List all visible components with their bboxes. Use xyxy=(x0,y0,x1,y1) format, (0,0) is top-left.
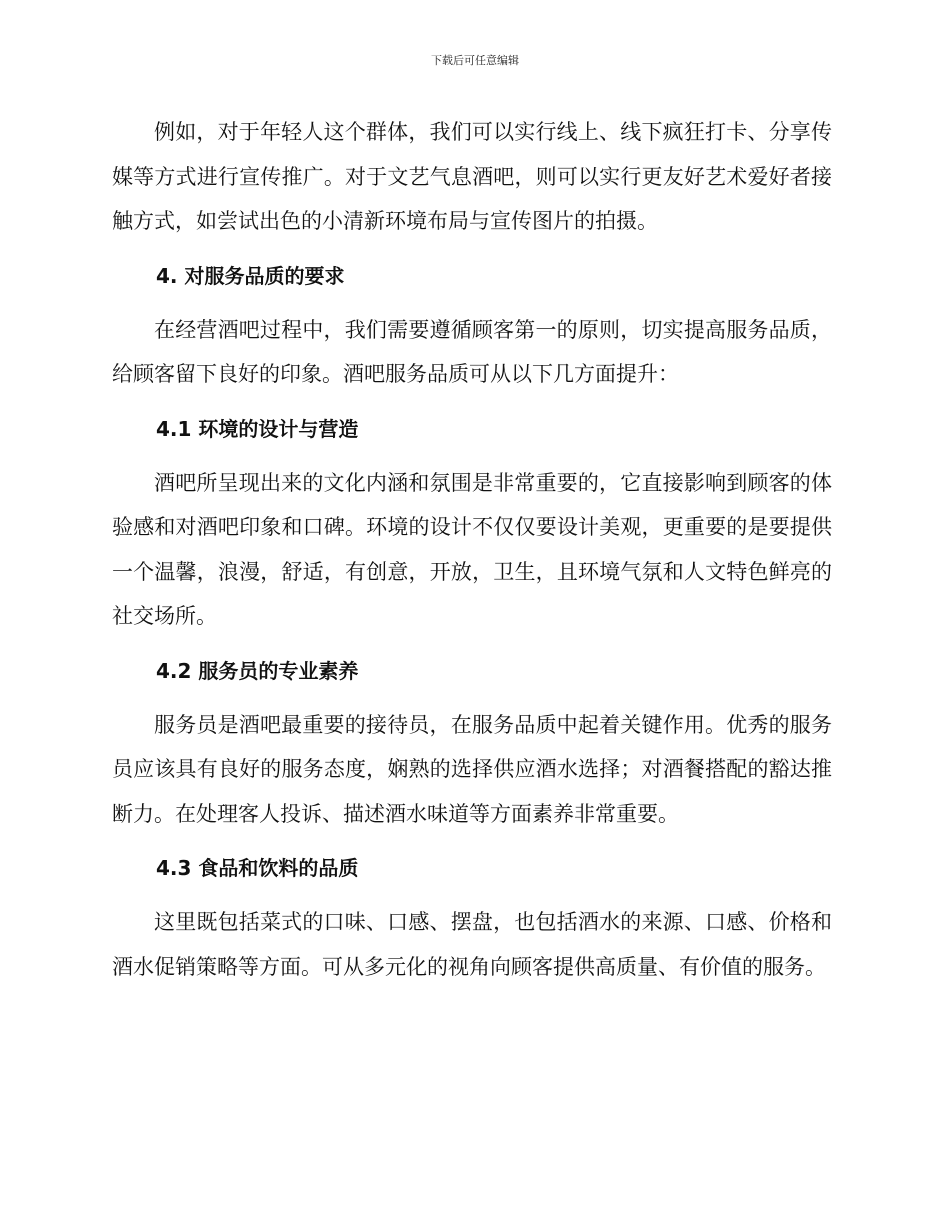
section-heading-environment: 4.1 环境的设计与营造 xyxy=(156,416,359,441)
paragraph-environment: 酒吧所呈现出来的文化内涵和氛围是非常重要的，它直接影响到顾客的体验感和对酒吧印象和口碑。环境的设计不仅仅要设计美观，更重要的是要提供一个温馨，浪漫，舒适，有创意，开放，卫生，且环境气氛和人文特色鲜亮的社交场所。 xyxy=(112,470,832,628)
paragraph-staff: 服务员是酒吧最重要的接待员，在服务品质中起着关键作用。优秀的服务员应该具有良好的服务态度，娴熟的选择供应酒水选择；对酒餐搭配的豁达推断力。在处理客人投诉、描述酒水味道等方面素养非常重要。 xyxy=(112,712,832,826)
paragraph-service-quality: 在经营酒吧过程中，我们需要遵循顾客第一的原则，切实提高服务品质，给顾客留下良好的印象。酒吧服务品质可从以下几方面提升： xyxy=(112,317,832,386)
section-heading-food-drink: 4.3 食品和饮料的品质 xyxy=(156,856,359,880)
paragraph-promotion: 例如，对于年轻人这个群体，我们可以实行线上、线下疯狂打卡、分享传媒等方式进行宣传推广。对于文艺气息酒吧，则可以实行更友好艺术爱好者接触方式，如尝试出色的小清新环境布局与宣传图片的拍摄。 xyxy=(112,120,832,233)
document-body xyxy=(112,110,832,989)
section-heading-service-quality: 4. 对服务品质的要求 xyxy=(156,263,345,288)
page-header: 下载后可任意编辑 xyxy=(431,54,519,67)
paragraph-food-drink: 这里既包括菜式的口味、口感、摆盘，也包括酒水的来源、口感、价格和酒水促销策略等方面。可从多元化的视角向顾客提供高质量、有价值的服务。 xyxy=(112,910,832,979)
section-heading-staff: 4.2 服务员的专业素养 xyxy=(156,658,359,683)
